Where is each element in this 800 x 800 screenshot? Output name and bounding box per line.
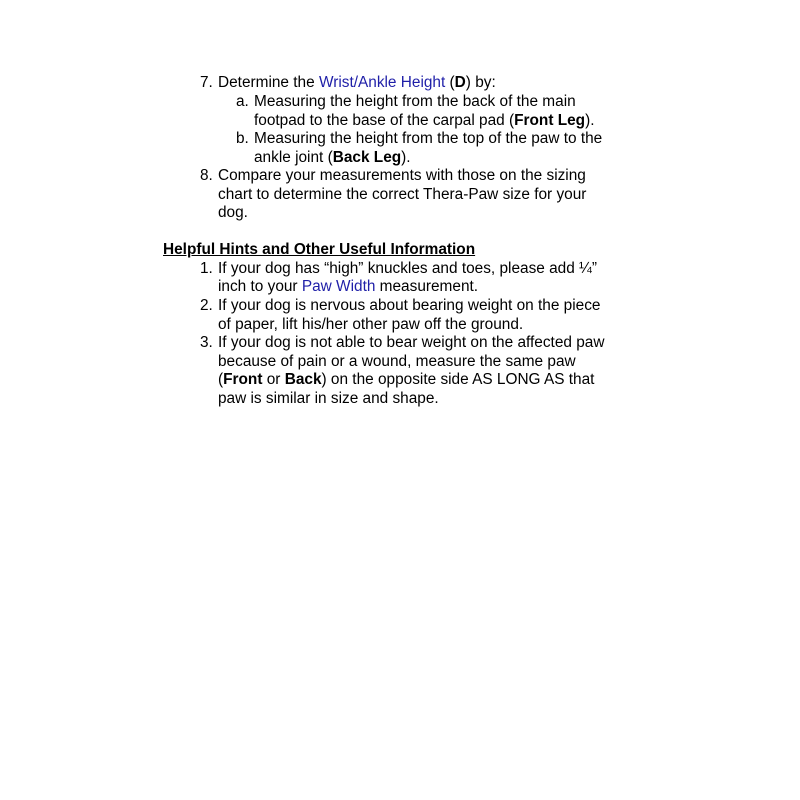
sub-list-marker-a: a. (236, 93, 249, 110)
text: ). (585, 112, 595, 129)
list-number: 1. (200, 260, 213, 277)
back-leg-label: Back Leg (332, 149, 402, 166)
list-item-8-line-2: chart to determine the correct Thera-Paw size for your (218, 186, 587, 203)
text: ) by: (465, 74, 496, 91)
hint-1-line-1: If your dog has “high” knuckles and toes, please add ¼” (218, 260, 598, 277)
section-heading: Helpful Hints and Other Useful Information (163, 241, 476, 258)
sub-list-marker-b: b. (236, 130, 249, 147)
hint-3-line-2: because of pain or a wound, measure the same paw (218, 353, 576, 370)
list-number: 8. (200, 167, 213, 184)
front-leg-label: Front Leg (514, 112, 586, 129)
text: measurement. (375, 278, 479, 295)
sub-item-b-line-1: Measuring the height from the top of the paw to the (254, 130, 603, 147)
label-d: D (454, 74, 466, 91)
hint-2-line-1: If your dog is nervous about bearing weight on the piece (218, 297, 601, 314)
list-item-7-line-1 (218, 73, 496, 92)
sub-item-b-line-2 (254, 148, 411, 167)
list-number: 3. (200, 334, 213, 351)
back-label: Back (284, 371, 322, 388)
text: ). (401, 149, 411, 166)
sub-item-a-line-1: Measuring the height from the back of the main (254, 93, 576, 110)
list-number: 2. (200, 297, 213, 314)
front-label: Front (223, 371, 263, 388)
text: Determine the (218, 74, 319, 91)
sub-item-a-line-2 (254, 111, 595, 130)
hint-1-line-2 (218, 277, 478, 296)
hint-2-line-2: of paper, lift his/her other paw off the ground. (218, 316, 524, 333)
term-paw-width: Paw Width (301, 278, 376, 295)
text: ) on the opposite side AS LONG AS that (321, 371, 595, 388)
hint-3-line-1: If your dog is not able to bear weight on the affected paw (218, 334, 605, 351)
list-item-8-line-1: Compare your measurements with those on the sizing (218, 167, 586, 184)
text: or (262, 371, 285, 388)
term-wrist-ankle-height: Wrist/Ankle Height (318, 74, 446, 91)
list-number: 7. (200, 74, 213, 91)
hint-3-line-4: paw is similar in size and shape. (218, 390, 439, 407)
text: ( (445, 74, 455, 91)
list-item-8-line-3: dog. (218, 204, 248, 221)
text: ( (218, 371, 224, 388)
text: inch to your (218, 278, 302, 295)
hint-3-line-3 (218, 370, 594, 389)
text: ankle joint ( (254, 149, 333, 166)
text: footpad to the base of the carpal pad ( (254, 112, 515, 129)
